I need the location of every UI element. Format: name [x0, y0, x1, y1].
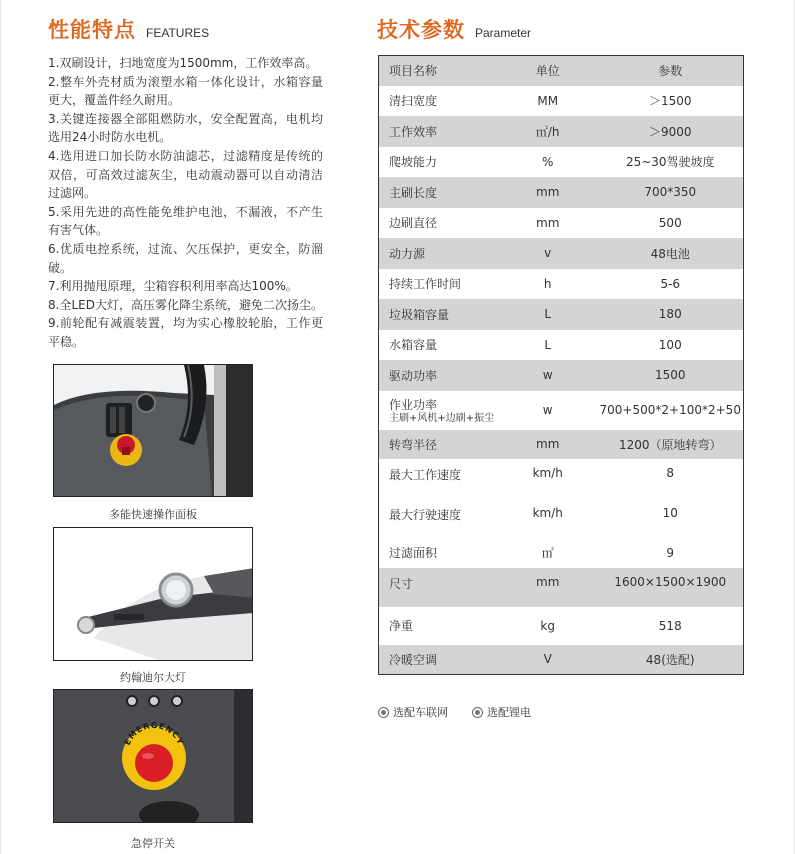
row-value: 48电池 — [598, 238, 744, 269]
row-value: 518 — [658, 618, 682, 633]
emergency-label: EMERGENCY — [122, 720, 186, 747]
parameter-heading — [377, 14, 745, 44]
feature-item: 9.前轮配有减震装置，均为实心橡胶轮胎，工作更平稳。 — [48, 316, 323, 349]
row-unit: mm — [498, 568, 598, 607]
row-name: 转弯半径 — [379, 430, 498, 459]
features-list — [48, 54, 323, 352]
table-row — [379, 568, 744, 607]
photo-caption: 急停开关 — [131, 837, 175, 850]
feature-item: 4.选用进口加长防水防油滤芯，过滤精度是传统的双倍，可高效过滤灰尘，电动震动器可以自动清洁过滤网。 — [48, 148, 323, 201]
parameter-subtitle: Parameter — [475, 26, 532, 40]
row-unit: L — [544, 337, 552, 352]
row-value: 5-6 — [660, 276, 681, 291]
parameter-table — [378, 55, 744, 675]
table-row — [379, 645, 744, 675]
row-unit: w — [498, 360, 598, 391]
header-name: 项目名称 — [379, 56, 498, 86]
row-unit: km/h — [532, 505, 563, 520]
row-name: 水箱容量 — [389, 338, 438, 353]
row-unit: V — [498, 645, 598, 675]
feature-item: 5.采用先进的高性能免维护电池，不漏液，不产生有害气体。 — [48, 204, 323, 238]
feature-item: 1.双刷设计，扫地宽度为1500mm，工作效率高。 — [48, 56, 318, 70]
row-unit: v — [498, 238, 598, 269]
parameter-title: 技术参数 — [377, 18, 465, 42]
option-lithium[interactable] — [472, 704, 531, 720]
table-row — [379, 238, 744, 269]
row-name: 爬坡能力 — [389, 155, 438, 170]
table-row — [379, 430, 744, 459]
photo-caption: 多能快速操作面板 — [109, 508, 197, 521]
row-name: 最大工作速度 — [389, 467, 462, 482]
table-row — [379, 269, 744, 300]
row-value: 25~30驾驶坡度 — [625, 155, 715, 170]
row-name: 净重 — [389, 619, 414, 633]
option-label: 选配锂电 — [487, 706, 531, 719]
row-value: 1600×1500×1900 — [598, 568, 744, 607]
table-row — [379, 391, 744, 430]
feature-item: 7.利用抛甩原理，尘箱容积利用率高达100%。 — [48, 279, 298, 294]
row-value: ＞9000 — [598, 116, 744, 147]
row-name-cell — [379, 391, 498, 430]
table-header-row — [379, 56, 744, 86]
parameter-section — [377, 14, 745, 44]
optional-features — [378, 704, 531, 720]
features-section — [48, 14, 323, 352]
row-name: 过滤面积 — [389, 546, 438, 560]
row-value: ＞1500 — [648, 94, 692, 109]
table-row — [379, 177, 744, 208]
row-unit: w — [542, 403, 553, 417]
row-name: 最大行驶速度 — [389, 507, 462, 522]
row-name: 尺寸 — [379, 568, 498, 607]
headlight-photo — [53, 527, 253, 661]
table-row — [379, 538, 744, 568]
row-value: 48(选配) — [598, 645, 744, 675]
feature-item: 3.关键连接器全部阻燃防水，安全配置高，电机均选用24小时防水电机。 — [48, 111, 323, 145]
option-iov[interactable] — [378, 704, 448, 720]
row-name: 清扫宽度 — [389, 94, 438, 109]
row-unit: mm — [536, 215, 560, 230]
radio-icon[interactable] — [378, 707, 389, 718]
row-unit: mm — [498, 177, 598, 208]
table-row — [379, 86, 744, 117]
option-label: 选配车联网 — [393, 706, 448, 719]
header-value: 参数 — [598, 56, 744, 86]
row-name: 动力源 — [379, 238, 498, 269]
row-value: 100 — [658, 337, 682, 352]
table-row — [379, 360, 744, 391]
row-value: 180 — [598, 299, 744, 330]
feature-item: 6.优质电控系统，过流、欠压保护，更安全，防溜破。 — [48, 241, 323, 275]
row-name: 持续工作时间 — [389, 277, 462, 292]
row-value: 700+500*2+100*2+50 — [599, 403, 741, 417]
row-value: 1200（原地转弯） — [598, 430, 744, 459]
row-note: 主刷+风机+边刷+振尘 — [389, 412, 495, 424]
row-value: 700*350 — [598, 177, 744, 208]
row-unit: kg — [540, 618, 555, 633]
table-row — [379, 330, 744, 361]
row-value: 10 — [662, 505, 678, 520]
row-unit: % — [542, 154, 554, 169]
table-row — [379, 499, 744, 538]
row-value: 1500 — [598, 360, 744, 391]
control-panel-photo — [53, 364, 253, 497]
row-value: 8 — [666, 465, 675, 480]
row-unit: km/h — [532, 465, 563, 480]
photo-caption: 约翰迪尔大灯 — [120, 671, 186, 684]
row-name: 作业功率 — [389, 397, 438, 412]
row-name: 主刷长度 — [379, 177, 498, 208]
row-name: 冷暖空调 — [379, 645, 498, 675]
row-name: 边刷直径 — [389, 216, 438, 231]
row-value: 9 — [666, 545, 675, 560]
row-unit: ㎡ — [541, 546, 554, 560]
row-value: 500 — [658, 215, 682, 230]
emergency-stop-photo — [53, 689, 253, 823]
table-row — [379, 607, 744, 645]
row-unit: mm — [498, 430, 598, 459]
row-unit: MM — [537, 93, 559, 108]
features-heading — [48, 14, 323, 44]
row-name: 垃圾箱容量 — [379, 299, 498, 330]
table-row — [379, 147, 744, 178]
features-title: 性能特点 — [48, 18, 136, 42]
table-row — [379, 459, 744, 499]
row-unit: h — [543, 276, 552, 291]
row-unit: L — [498, 299, 598, 330]
feature-item: 8.全LED大灯，高压雾化降尘系统，避免二次扬尘。 — [48, 297, 323, 312]
table-row — [379, 116, 744, 147]
row-unit: ㎡/h — [498, 116, 598, 147]
feature-item: 2.整车外壳材质为滚塑水箱一体化设计，水箱容量更大，覆盖件经久耐用。 — [48, 74, 323, 108]
row-name: 工作效率 — [379, 116, 498, 147]
features-subtitle: FEATURES — [146, 26, 210, 40]
header-unit: 单位 — [498, 56, 598, 86]
table-row — [379, 299, 744, 330]
radio-icon[interactable] — [472, 707, 483, 718]
table-row — [379, 208, 744, 239]
row-name: 驱动功率 — [379, 360, 498, 391]
